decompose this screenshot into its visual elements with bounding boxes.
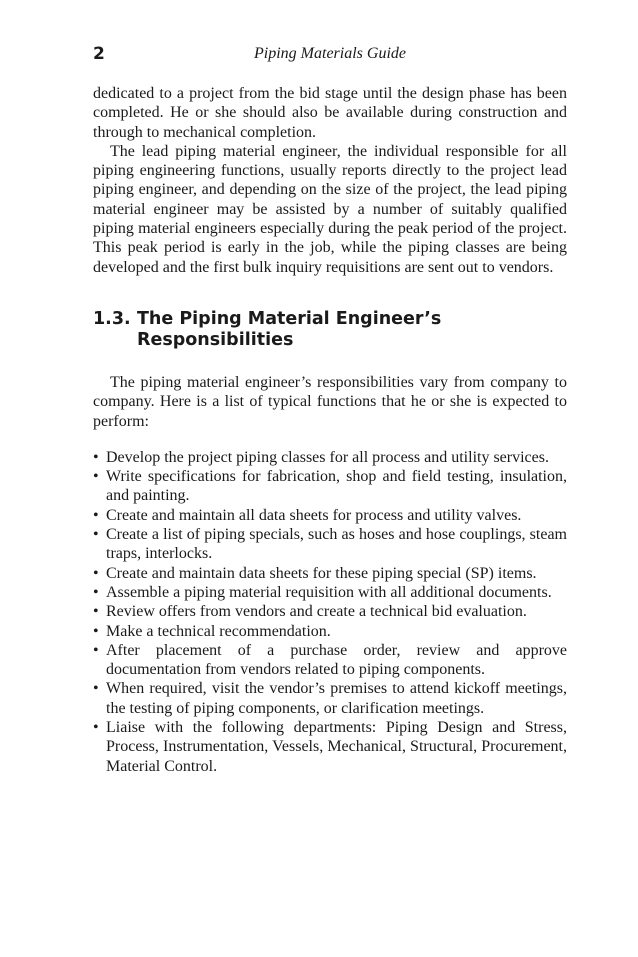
list-item-text: Create and maintain all data sheets for process and utility valves.: [106, 506, 522, 524]
running-head: [93, 44, 567, 68]
bullet-icon: •: [93, 468, 99, 486]
list-item-text: Liaise with the following departments: Piping Design and Stress, Process, Instrumentation, Vessels, Mechanical, Structural, Procurement, Material Control.: [106, 719, 567, 775]
list-item: [93, 506, 567, 525]
list-item-text: Make a technical recommendation.: [106, 622, 331, 640]
list-item-text: Assemble a piping material requisition with all additional documents.: [106, 583, 552, 601]
list-item: [93, 525, 567, 564]
page-number: 2: [93, 44, 105, 64]
bullet-icon: •: [93, 506, 99, 524]
list-item: [93, 679, 567, 718]
list-item: [93, 467, 567, 506]
responsibilities-list: [93, 448, 567, 776]
bullet-icon: •: [93, 583, 99, 601]
section-title: The Piping Material Engineer’s Responsibilities: [137, 308, 442, 350]
bullet-icon: •: [93, 680, 99, 698]
bullet-icon: •: [93, 641, 99, 659]
list-item: [93, 564, 567, 583]
page-body: [93, 84, 567, 776]
list-item-text: When required, visit the vendor’s premises to attend kickoff meetings, the testing of piping components, or clarification meetings.: [106, 680, 567, 717]
section-heading: [93, 309, 567, 351]
bullet-icon: •: [93, 564, 99, 582]
list-item-text: After placement of a purchase order, review and approve documentation from vendors related to piping components.: [106, 641, 567, 679]
list-item-text: Create a list of piping specials, such as hoses and hose couplings, steam traps, interlocks.: [106, 526, 567, 563]
list-item-text: Create and maintain data sheets for these piping special (SP) items.: [106, 564, 537, 582]
section-intro: The piping material engineer’s responsibilities vary from company to company. Here is a list of typical functions that he or she is expected to perform:: [93, 373, 567, 430]
bullet-icon: •: [93, 448, 99, 466]
list-item: [93, 622, 567, 641]
bullet-icon: •: [93, 719, 99, 737]
list-item: [93, 602, 567, 621]
paragraph-lead-engineer: The lead piping material engineer, the individual responsible for all piping engineering functions, usually reports directly to the project lead piping engineer, and depending on the size of the project, the lead piping material engineer may be assisted by a number of suitably qualified piping material engineers especially during the peak period of the project. This peak period is early in the job, while the piping classes are being developed and the first bulk inquiry requisitions are sent out to vendors.: [93, 142, 567, 276]
section-number: 1.3.: [93, 308, 131, 329]
bullet-icon: •: [93, 622, 99, 640]
list-item: [93, 448, 567, 467]
bullet-icon: •: [93, 603, 99, 621]
list-item-text: Develop the project piping classes for all process and utility services.: [106, 448, 549, 466]
bullet-icon: •: [93, 526, 99, 544]
list-item: [93, 583, 567, 602]
paragraph-continued: dedicated to a project from the bid stage until the design phase has been completed. He or she should also be available during construction and through to mechanical completion.: [93, 85, 567, 141]
list-item: [93, 641, 567, 680]
list-item-text: Review offers from vendors and create a technical bid evaluation.: [106, 603, 527, 621]
list-item-text: Write specifications for fabrication, shop and field testing, insulation, and painting.: [106, 468, 567, 505]
running-title: Piping Materials Guide: [254, 45, 406, 62]
list-item: [93, 718, 567, 776]
